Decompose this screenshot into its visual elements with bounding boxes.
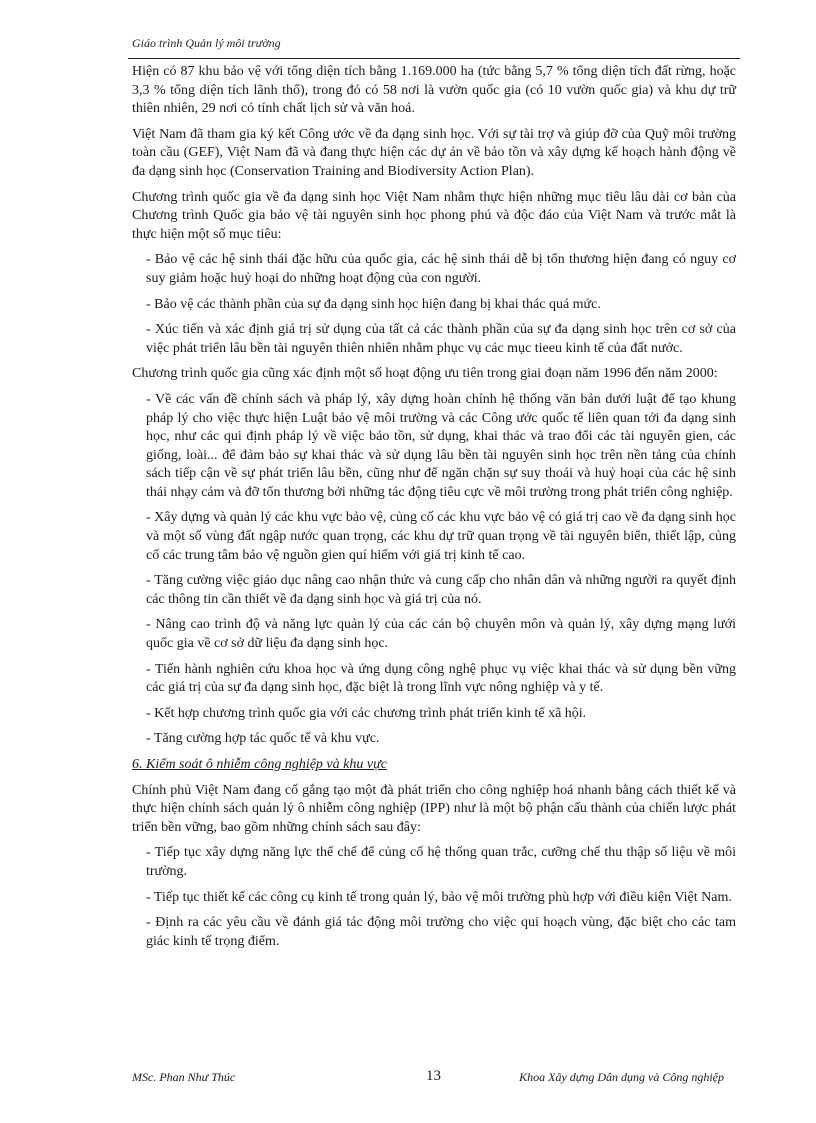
bullet-item: - Xây dựng và quản lý các khu vực bảo vệ, củng cố các khu vực bảo vệ có giá trị cao về đa dạng sinh học và một số vùng đất ngập nước quan trọng, các khu dự trữ quan trọng về tài nguyên biển, thiết lập, củng cố các trung tâm bảo vệ nguồn gien quí hiếm với giá trị kinh tế cao. <box>146 510 736 563</box>
bullet-item: - Tiếp tục thiết kế các công cụ kinh tế trong quản lý, bảo vệ môi trường phù hợp với điều kiện Việt Nam. <box>146 889 732 905</box>
bullet-item: - Bảo vệ các hệ sinh thái đặc hữu của quốc gia, các hệ sinh thái dễ bị tổn thương hiện đang có nguy cơ suy giảm hoặc huỷ hoại do những hoạt động của con người. <box>146 252 736 286</box>
footer-department: Khoa Xây dựng Dân dụng và Công nghiệp <box>519 1070 724 1084</box>
page-number: 13 <box>426 1068 441 1084</box>
paragraph: Chương trình quốc gia cũng xác định một số hoạt động ưu tiên trong giai đoạn năm 1996 đến năm 2000: <box>132 366 718 382</box>
bullet-item: - Tăng cường việc giáo dục nâng cao nhận thức và cung cấp cho nhân dân và những người ra quyết định các thông tin cần thiết về đa dạng sinh học và giá trị của nó. <box>146 573 736 607</box>
running-header: Giáo trình Quản lý môi trường <box>132 36 281 50</box>
header-rule <box>128 58 740 59</box>
bullet-item: - Nâng cao trình độ và năng lực quản lý của các cán bộ chuyên môn và quản lý, xây dựng mạng lưới quốc gia về cơ sở dữ liệu đa dạng sinh học. <box>146 617 736 652</box>
section-heading: 6. Kiểm soát ô nhiễm công nghiệp và khu vực <box>132 757 387 772</box>
bullet-item: - Định ra các yêu cầu về đánh giá tác động môi trường cho việc qui hoạch vùng, đặc biệt cho các tam giác kinh tế trọng điểm. <box>146 915 736 949</box>
paragraph: Chương trình quốc gia về đa dạng sinh học Việt Nam nhằm thực hiện những mục tiêu lâu dài cơ bản của Chương trình Quốc gia bảo vệ tài nguyên sinh học phong phú và độc đáo của Việt Nam và trước mắt là thực hiện một số mục tiêu: <box>132 189 736 242</box>
bullet-item: - Xúc tiến và xác định giá trị sử dụng của tất cả các thành phần của sự đa dạng sinh học trên cơ sở của việc phát triển lâu bền tài nguyên thiên nhiên nhằm phục vụ các mục tieeu kinh tế của đất nước. <box>146 322 736 356</box>
page-body <box>132 63 736 958</box>
bullet-item: - Bảo vệ các thành phần của sự đa dạng sinh học hiện đang bị khai thác quá mức. <box>146 296 601 312</box>
bullet-item: - Tiếp tục xây dựng năng lực thể chế để củng cố hệ thống quan trắc, cưỡng chế thu thập số liệu về môi trường. <box>146 845 736 879</box>
bullet-item: - Tăng cường hợp tác quốc tế và khu vực. <box>146 731 380 747</box>
bullet-item: - Về các vấn đề chính sách và pháp lý, xây dựng hoàn chỉnh hệ thống văn bản dưới luật để tạo khung pháp lý cho việc thực hiện Luật bảo vệ môi trường và các Công ước quốc tế liên quan tới đa dạng sinh học, như các qui định pháp lý về việc bảo tồn, sử dụng, khai thác và trao đổi các tài nguyên gien, các giống, loài... để đảm bảo sự khai thác và sử dụng lâu bền tài nguyên sinh học trên nền tảng của chính sách tiếp cận về sự phát triển lâu bền, cũng như để ngăn chặn sự suy thoái và huỷ hoại của các hệ sinh thái nhạy cảm và đỡ tổn thương bởi những tác động tiêu cực về môi trường trong phát triển công nghiệp. <box>146 391 736 500</box>
bullet-item: - Kết hợp chương trình quốc gia với các chương trình phát triển kinh tế xã hội. <box>146 705 587 721</box>
page-footer <box>132 1068 736 1088</box>
footer-author: MSc. Phan Như Thúc <box>132 1070 236 1084</box>
paragraph: Chính phủ Việt Nam đang cố gắng tạo một đà phát triển cho công nghiệp hoá nhanh bằng cách thiết kế và thực hiện chính sách quản lý ô nhiễm công nghiệp (IPP) như là một bộ phận cấu thành của chiến lược phát triển bền vững, bao gồm những chính sách sau đây: <box>132 782 736 835</box>
paragraph: Việt Nam đã tham gia ký kết Công ước về đa dạng sinh học. Với sự tài trợ và giúp đỡ của Quỹ môi trường toàn cầu (GEF), Việt Nam đã và đang thực hiện các dự án về bảo tồn và xây dựng kế hoạch hành động về đa dạng sinh học (Conservation Training and Biodiversity Action Plan). <box>132 126 736 179</box>
bullet-item: - Tiến hành nghiên cứu khoa học và ứng dụng công nghệ phục vụ việc khai thác và sử dụng bền vững các giá trị của sự đa dạng sinh học, đặc biệt là trong lĩnh vực nông nghiệp và y tế. <box>146 661 736 696</box>
paragraph: Hiện có 87 khu bảo vệ với tổng diện tích bằng 1.169.000 ha (tức bằng 5,7 % tổng diện tích đất rừng, hoặc 3,3 % tổng diện tích lãnh thổ), trong đó có 58 nơi là vườn quốc gia (có 10 vườn quốc gia) và khu dự trữ thiên nhiên, 29 nơi có tính chất lịch sử và văn hoá. <box>132 64 736 117</box>
